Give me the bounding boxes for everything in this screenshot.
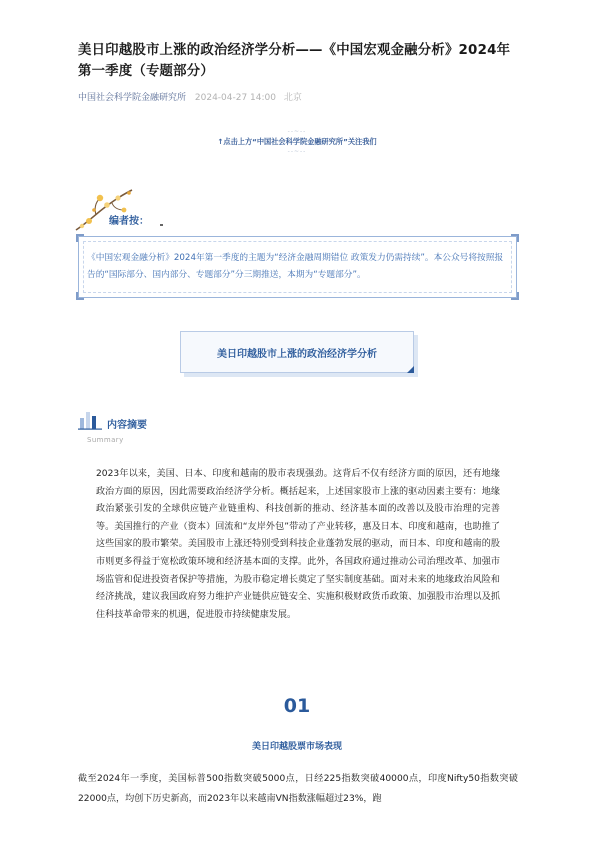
summary-title: 内容摘要 [107,420,147,431]
follow-text[interactable]: ↑点击上方“中国社会科学院金融研究所”关注我们 [217,137,377,146]
editor-dot [160,224,163,226]
editor-note-box [78,236,517,298]
corner-bottom-right [511,292,519,300]
summary-text: 2023年以来，美国、日本、印度和越南的股市表现强劲。这背后不仅有经济方面的原因，还有地缘政治方面的原因，因此需要政治经济学分析。概括起来，上述国家股市上涨的驱动因素主要有：地缘政治紧张引发的全球供应链产业链重构、科技创新的推动、经济基本面的改善以及股市治理的完善等。美国推行的产业（资本）回流和“友岸外包”带动了产业转移，惠及日本、印度和越南，也助推了这些国家的股市繁荣。美国股市上涨还特别受到科技企业蓬勃发展的驱动，而日本、印度和越南的股市则更多得益于宽松政策环境和经济基本面的支撑。此外，各国政府通过推动公司治理改革、加强市场监管和促进投资者保护等措施，为股市稳定增长奠定了坚实制度基础。面对未来的地缘政治风险和经济挑战，建议我国政府努力维护产业链供应链安全、实施积极财政货币政策、加强股市治理以及抓住科技革命带来的机遇，促进股市持续健康发展。 [96,469,500,620]
section-body-text: 截至2024年一季度，美国标普500指数突破5000点，日经225指数突破40000点，印度Nifty50指数突破22000点，均创下历史新高，而2023年以来越南VN指数涨幅超过23%，跑 [78,774,518,804]
summary-subtitle: Summary [87,436,124,444]
publish-time: 2024-04-27 14:00 [194,93,276,103]
follow-deco-top: --~-- [287,128,307,135]
section-title-box [180,331,414,373]
publish-location: 北京 [283,93,302,103]
section-heading: 美日印越股票市场表现 [251,742,342,752]
corner-top-right [511,234,519,242]
corner-triangle [407,366,414,373]
section-title: 美日印越股市上涨的政治经济学分析 [217,349,377,360]
bar-chart-icon [78,408,102,430]
editor-note-label: 编者按： [109,216,149,227]
follow-deco-bottom: --~-- [287,148,307,155]
corner-top-left [76,234,84,242]
corner-bottom-left [76,292,84,300]
section-number: 01 [283,695,311,717]
article-title: 美日印越股市上涨的政治经济学分析——《中国宏观金融分析》2024年第一季度（专题部分） [78,43,511,79]
article-meta [78,90,302,103]
editor-note-text: 《中国宏观金融分析》2024年第一季度的主题为“经济金融周期错位 政策发力仍需持续”。本公众号将按照报告的“国际部分、国内部分、专题部分”分三期推送，本期为“专题部分”。 [87,253,504,280]
author-link[interactable]: 中国社会科学院金融研究所 [78,93,187,103]
follow-banner[interactable] [150,128,444,156]
